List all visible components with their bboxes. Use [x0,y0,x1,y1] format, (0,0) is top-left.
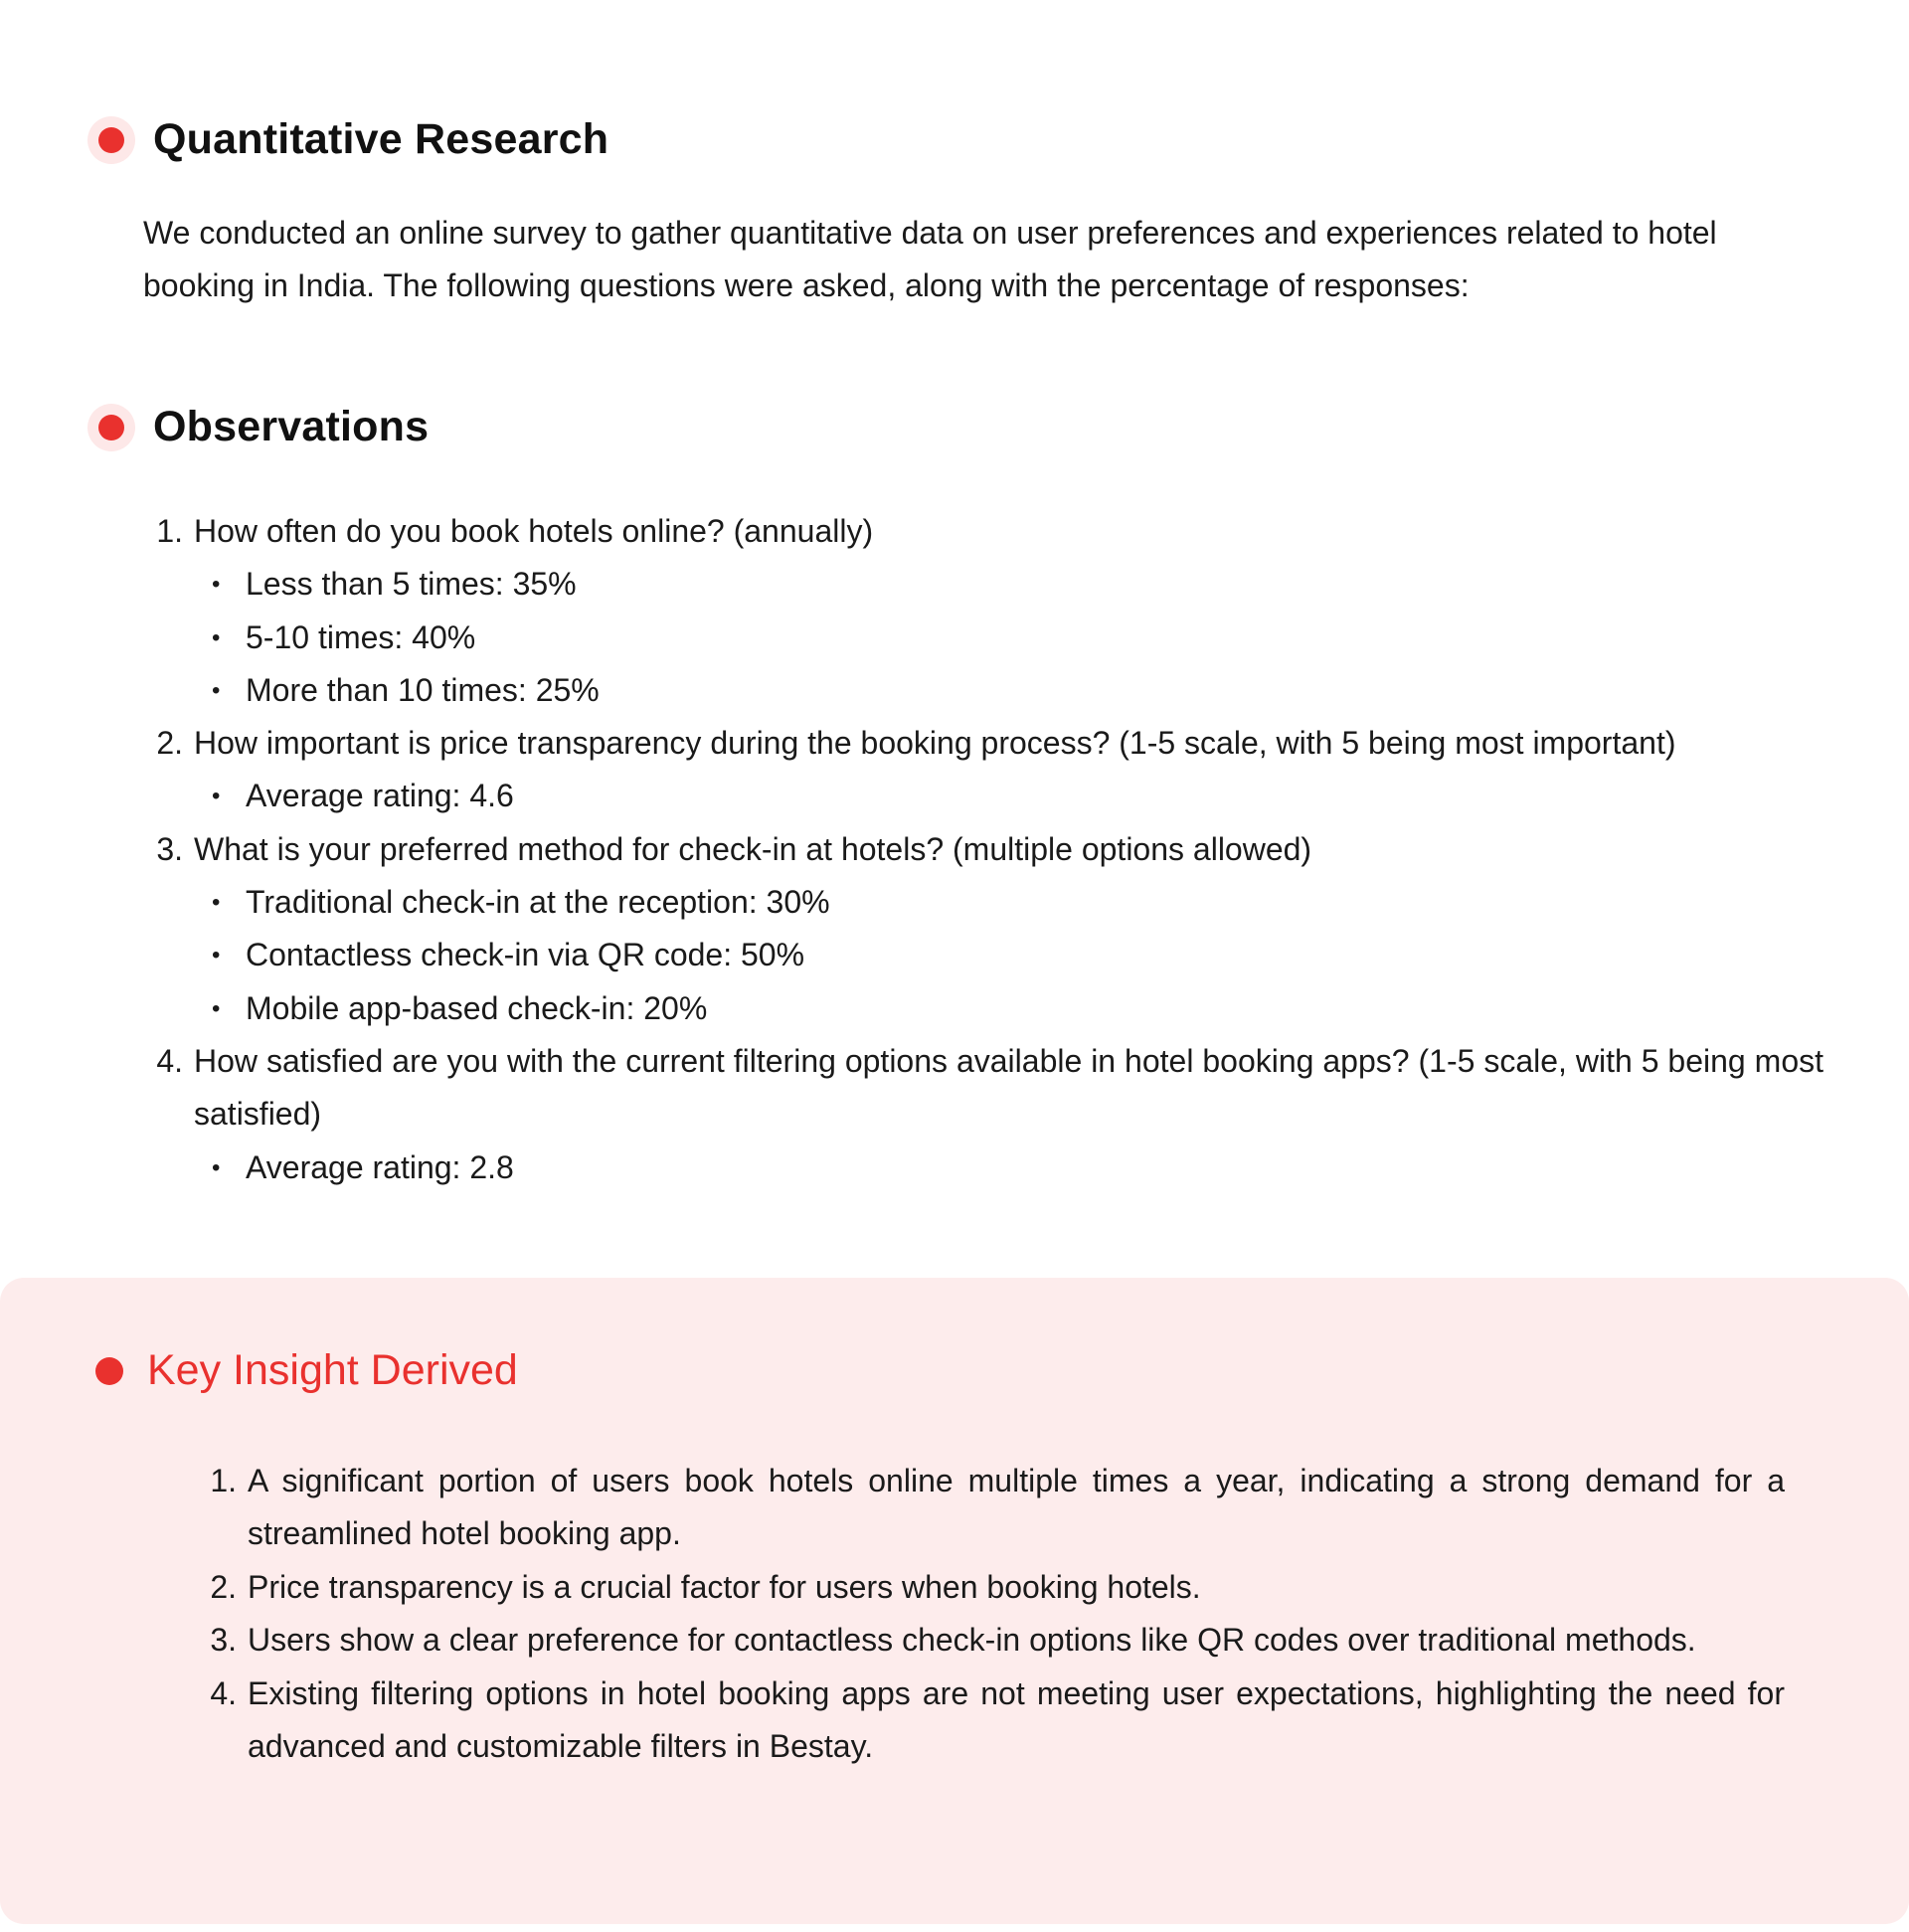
insight-item [197,1455,1785,1561]
section-title-quantitative-research: Quantitative Research [153,115,609,163]
bullet-icon: • [212,783,221,810]
answer-text: Average rating: 4.6 [246,778,514,814]
quantitative-research-header [87,115,608,164]
bullet-icon: • [212,1153,221,1181]
answer-text: Less than 5 times: 35% [246,566,577,603]
bullet-icon: • [212,676,221,704]
answer-text: Contactless check-in via QR code: 50% [246,937,805,973]
observation-item [143,505,1823,717]
observation-item [143,1035,1823,1194]
key-insight-header [95,1346,518,1395]
insight-number: 1. [210,1463,237,1498]
observation-answers [194,1142,1823,1194]
insight-item [197,1668,1785,1774]
insight-item [197,1561,1785,1614]
section-title-observations: Observations [153,403,430,450]
answer-text: Average rating: 2.8 [246,1148,514,1185]
answer-item [194,558,1823,611]
answer-item [194,770,1823,822]
insight-text: A significant portion of users book hotels online multiple times a year, indicating a strong demand for a streamlined hotel booking app. [248,1463,1785,1552]
answer-item [194,982,1823,1035]
insight-text: Users show a clear preference for contactless check-in options like QR codes over traditional methods. [248,1622,1696,1659]
red-dot-icon [87,404,135,451]
answer-item [194,612,1823,664]
observation-answers [194,558,1823,717]
insight-text: Price transparency is a crucial factor for users when booking hotels. [248,1568,1201,1605]
observations-list [143,505,1823,1194]
answer-item [194,1142,1823,1194]
section-title-key-insight: Key Insight Derived [147,1346,518,1394]
insight-number: 3. [210,1622,237,1659]
observation-answers [194,770,1823,822]
observation-question: How often do you book hotels online? (annually) [194,513,874,549]
observations-header [87,403,429,451]
answer-item [194,876,1823,929]
observation-item [143,717,1823,823]
bullet-icon: • [212,942,221,969]
answer-text: Traditional check-in at the reception: 30% [246,884,830,921]
insight-text: Existing filtering options in hotel booking apps are not meeting user expectations, highlighting the need for advanced and customizable filters in Bestay. [248,1674,1785,1765]
bullet-icon: • [212,889,221,917]
answer-text: More than 10 times: 25% [246,671,600,708]
answer-item [194,664,1823,717]
insight-number: 2. [210,1568,237,1605]
observation-question: What is your preferred method for check-in at hotels? (multiple options allowed) [194,830,1312,867]
observation-number: 4. [156,1042,183,1079]
observation-answers [194,876,1823,1035]
observation-item [143,823,1823,1035]
bullet-icon: • [212,623,221,651]
observation-question: How important is price transparency during the booking process? (1-5 scale, with 5 being most important) [194,725,1676,762]
observation-number: 3. [156,830,183,867]
bullet-icon: • [212,571,221,599]
red-dot-icon [95,1357,123,1385]
quantitative-research-paragraph: We conducted an online survey to gather quantitative data on user preferences and experiences related to hotel booking in India. The following questions were asked, along with the percentage of responses: [143,215,1717,303]
observation-question: How satisfied are you with the current filtering options available in hotel booking apps? (1-5 scale, with 5 being most satisfied) [194,1042,1823,1133]
bullet-icon: • [212,994,221,1022]
insight-number: 4. [210,1674,237,1711]
answer-text: 5-10 times: 40% [246,618,476,655]
observation-number: 2. [156,725,183,762]
answer-text: Mobile app-based check-in: 20% [246,989,708,1026]
answer-item [194,929,1823,981]
observation-number: 1. [156,513,183,549]
insight-item [197,1614,1785,1667]
red-dot-icon [87,116,135,164]
key-insight-list [197,1455,1785,1773]
